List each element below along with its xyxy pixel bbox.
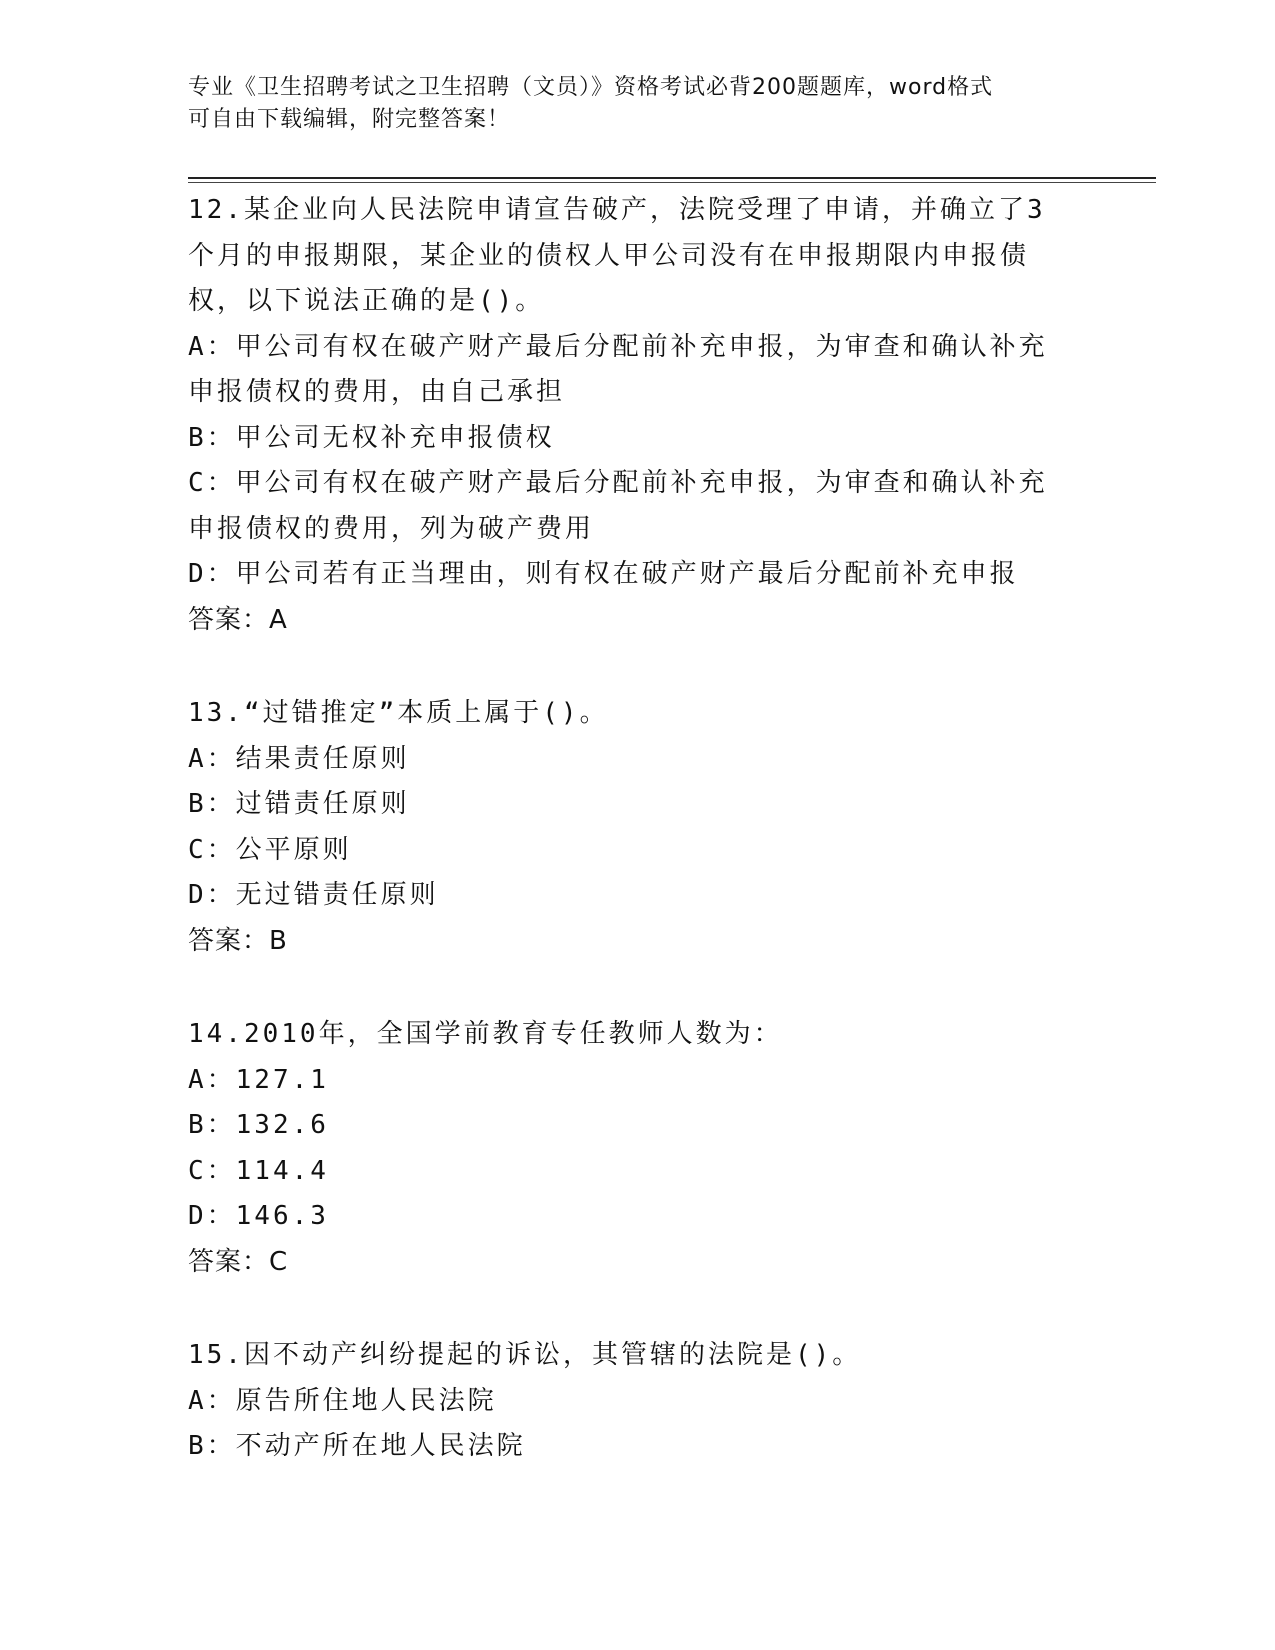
option-c: C：114.4 bbox=[188, 1155, 329, 1186]
option-c: C：公平原则 bbox=[188, 834, 352, 865]
header-divider-thin bbox=[188, 182, 1156, 183]
question-stem: 15.因不动产纠纷提起的诉讼，其管辖的法院是()。 bbox=[188, 1340, 862, 1370]
option-a: A：结果责任原则 bbox=[188, 743, 410, 774]
answer-line: 答案：C bbox=[188, 1246, 289, 1277]
question-12 bbox=[188, 188, 1088, 643]
option-d: D：甲公司若有正当理由，则有权在破产财产最后分配前补充申报 bbox=[188, 559, 1019, 589]
header-line-2: 可自由下载编辑，附完整答案！ bbox=[188, 107, 511, 132]
answer-line: 答案：A bbox=[188, 604, 288, 635]
question-list bbox=[188, 188, 1088, 1518]
header-divider-thick bbox=[188, 177, 1156, 179]
question-13 bbox=[188, 691, 1088, 964]
option-b: B：132.6 bbox=[188, 1110, 329, 1140]
option-d: D：146.3 bbox=[188, 1201, 329, 1231]
option-b: B：甲公司无权补充申报债权 bbox=[188, 422, 555, 453]
question-15 bbox=[188, 1333, 1088, 1470]
question-stem: 12.某企业向人民法院申请宣告破产，法院受理了申请，并确立了3个月的申报期限，某企业的债权人甲公司没有在申报期限内申报债权，以下说法正确的是()。 bbox=[188, 195, 1046, 316]
question-stem: 14.2010年，全国学前教育专任教师人数为： bbox=[188, 1019, 783, 1049]
document-header bbox=[188, 72, 1088, 136]
question-14 bbox=[188, 1012, 1088, 1285]
answer-line: 答案：B bbox=[188, 925, 288, 956]
option-c: C：甲公司有权在破产财产最后分配前补充申报，为审查和确认补充申报债权的费用，列为破产费用 bbox=[188, 468, 1048, 544]
option-a: A：127.1 bbox=[188, 1064, 329, 1095]
option-b: B：过错责任原则 bbox=[188, 789, 410, 819]
question-stem: 13.“过错推定”本质上属于()。 bbox=[188, 698, 609, 728]
option-a: A：原告所住地人民法院 bbox=[188, 1385, 497, 1416]
option-d: D：无过错责任原则 bbox=[188, 880, 439, 910]
option-b: B：不动产所在地人民法院 bbox=[188, 1431, 526, 1461]
header-line-1: 专业《卫生招聘考试之卫生招聘（文员）》资格考试必背200题题库，word格式 bbox=[188, 75, 994, 100]
option-a: A：甲公司有权在破产财产最后分配前补充申报，为审查和确认补充申报债权的费用，由自己承担 bbox=[188, 331, 1048, 407]
